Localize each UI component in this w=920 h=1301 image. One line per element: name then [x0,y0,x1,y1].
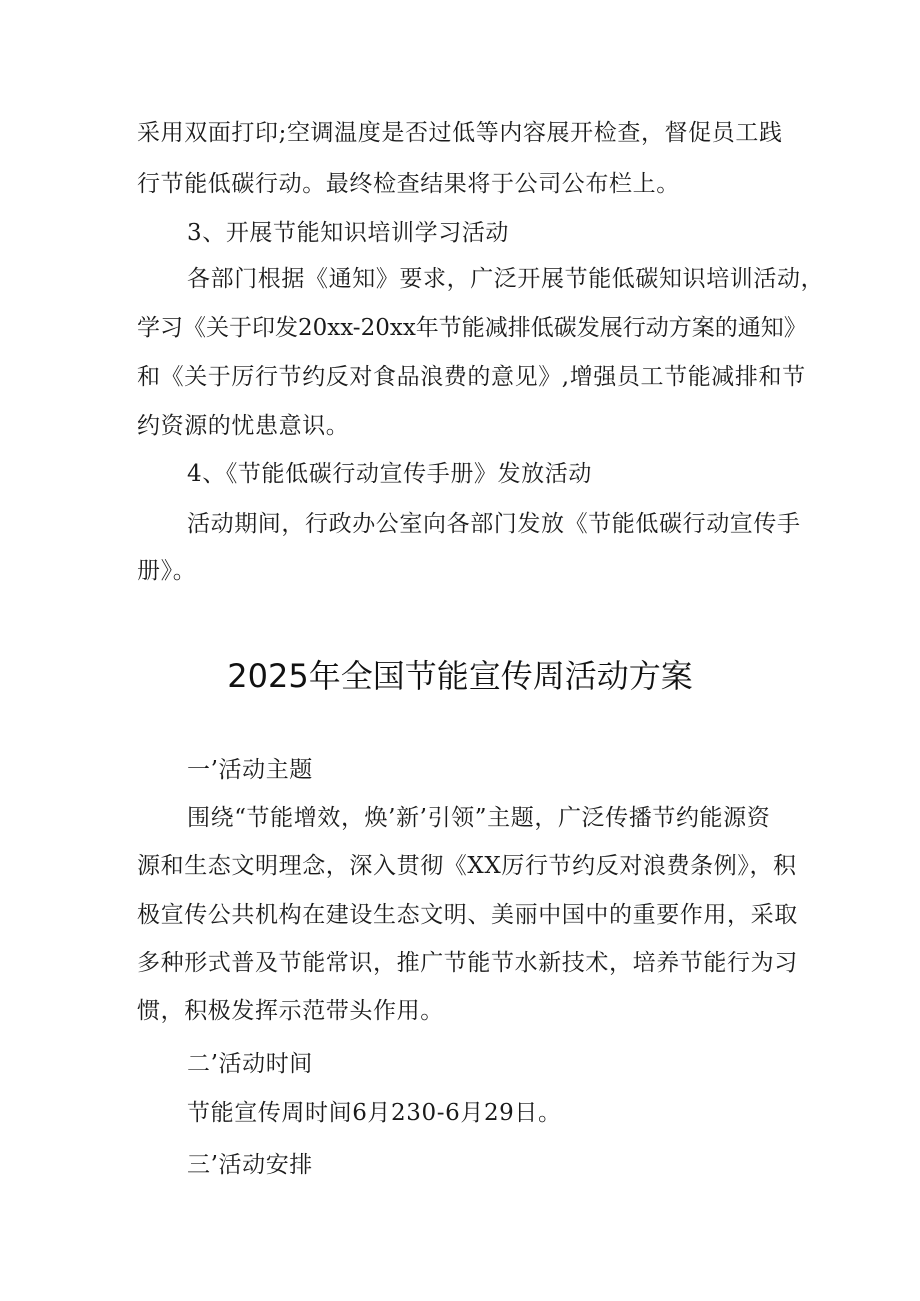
paragraph-line: 惯，积极发挥示范带头作用。 [137,998,444,1024]
paragraph-line: 极宣传公共机构在建设生态文明、美丽中国中的重要作用，采取 [137,902,798,928]
paragraph-line: 源和生态文明理念，深入贯彻《XX厉行节约反对浪费条例》，积 [137,853,797,879]
paragraph-line: 采用双面打印;空调温度是否过低等内容展开检查，督促员工践 [137,120,783,146]
paragraph-line: 活动期间，行政办公室向各部门发放《节能低碳行动宣传手 [187,511,801,537]
paragraph-line: 学习《关于印发20xx-20xx年节能减排低碳发展行动方案的通知》 [137,315,807,341]
paragraph-line: 多种形式普及节能常识，推广节能节水新技术，培养节能行为习 [137,950,798,976]
paragraph-line: 约资源的忧患意识。 [137,413,350,439]
paragraph-line: 节能宣传周时间6月230-6月29日。 [187,1100,562,1126]
paragraph-line: 和《关于厉行节约反对食品浪费的意见》,增强员工节能减排和节 [137,364,806,390]
section3-heading: 三’活动安排 [187,1152,313,1178]
paragraph-line: 册》。 [137,558,197,584]
section2-heading: 二’活动时间 [187,1051,313,1077]
section1-heading: 一’活动主题 [187,757,313,783]
paragraph-line: 行节能低碳行动。最终检查结果将于公司公布栏上。 [137,171,680,197]
item3-heading: 3、开展节能知识培训学习活动 [187,220,510,246]
paragraph-line: 各部门根据《通知》要求，广泛开展节能低碳知识培训活动， [187,266,825,292]
document-title: 2025年全国节能宣传周活动方案 [227,657,693,695]
item4-heading: 4、《节能低碳行动宣传手册》发放活动 [187,461,592,487]
paragraph-line: 围绕“节能增效，焕’新’引领”主题，广泛传播节约能源资 [187,805,771,831]
